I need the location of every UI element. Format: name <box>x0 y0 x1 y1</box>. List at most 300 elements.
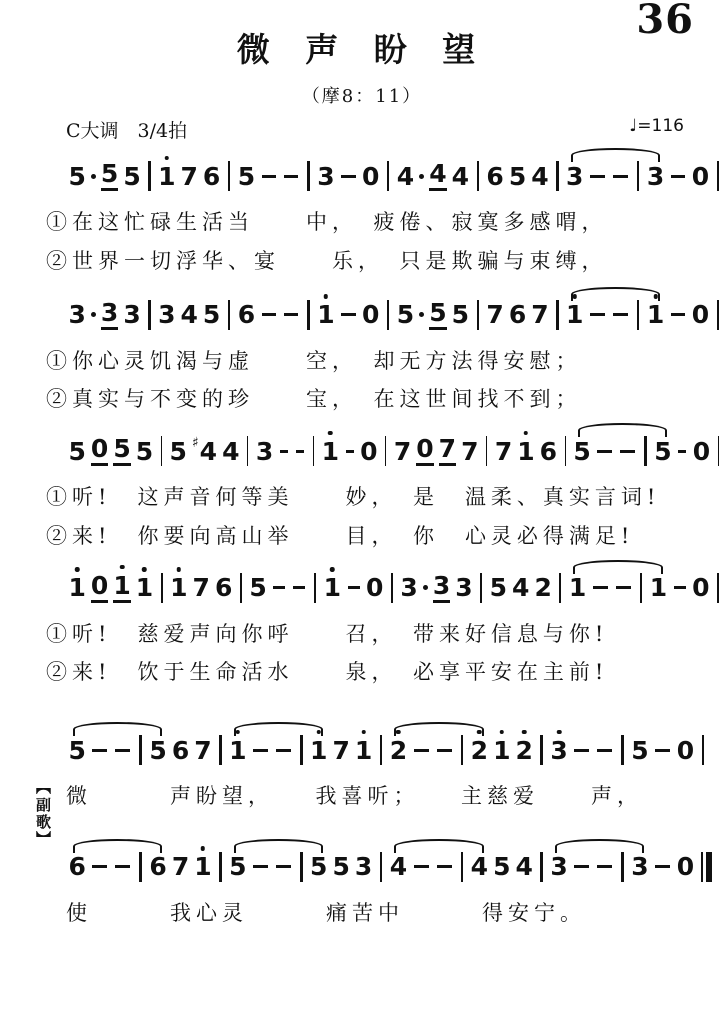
barline <box>219 735 222 765</box>
tie-arc <box>573 560 662 574</box>
rest-note <box>362 300 380 330</box>
note-digit: 3 <box>100 297 119 327</box>
tie-arc <box>394 839 483 853</box>
meta-row <box>0 116 724 143</box>
octave-dot <box>177 567 182 572</box>
system-6 <box>0 850 724 926</box>
rest-note <box>91 436 108 466</box>
lyric-line-4-2: ②来! 饮于生命活水 泉， 必享平安在主前! <box>46 660 609 685</box>
octave-dot <box>328 431 333 436</box>
note <box>68 573 86 603</box>
duration-dash <box>92 865 107 868</box>
note <box>354 735 373 765</box>
tie-arc <box>73 839 162 853</box>
note <box>68 436 86 466</box>
octave-dot <box>120 565 125 570</box>
note-digit: 4 <box>470 852 489 882</box>
rest-note <box>691 300 710 330</box>
note-digit: 6 <box>214 573 233 603</box>
duration-dash <box>276 865 291 868</box>
barline <box>387 161 389 191</box>
barline <box>621 735 624 765</box>
tied-group <box>564 161 667 191</box>
note-digit: 1 <box>68 573 86 603</box>
note-digit: 5 <box>332 852 350 882</box>
lyric-line-3-2: ②来! 你要向高山举 目， 你 心灵必得满足! <box>46 523 635 548</box>
note-digit: 7 <box>438 434 457 464</box>
barline <box>148 300 150 330</box>
tied-group <box>66 852 169 882</box>
note <box>113 570 131 603</box>
notation-line-4 <box>0 571 724 605</box>
note <box>508 300 527 330</box>
note-digit: 0 <box>416 434 434 464</box>
octave-dot <box>524 431 529 436</box>
barline <box>565 436 566 466</box>
note-digit: 5 <box>100 159 119 189</box>
rest-note <box>692 436 711 466</box>
note-digit: 6 <box>171 735 190 765</box>
final-barline <box>701 852 712 882</box>
tie-arc <box>73 722 162 736</box>
duration-dash <box>414 749 429 752</box>
note <box>135 436 154 466</box>
duration-dash <box>253 865 268 868</box>
tied-group <box>571 436 674 466</box>
chorus-marker-char: ︻ <box>36 778 52 797</box>
note-digit: 0 <box>90 570 109 600</box>
note <box>531 300 549 330</box>
barline <box>313 436 314 466</box>
octave-dot <box>316 730 321 735</box>
barline <box>640 573 643 603</box>
system-1 <box>0 159 724 274</box>
octave-dot <box>522 730 527 735</box>
note-digit: 1 <box>566 300 584 330</box>
augmentation-dot <box>91 312 96 317</box>
barline <box>461 852 464 882</box>
note-digit: 1 <box>323 573 342 603</box>
note-digit: 3 <box>354 852 373 882</box>
note <box>631 735 649 765</box>
final-barline-thin <box>701 852 704 882</box>
note <box>389 852 408 882</box>
lyric-line-2-2: ②真实与不变的珍 宝， 在这世间找不到； <box>46 387 582 412</box>
octave-dot <box>236 730 241 735</box>
note-digit: 5 <box>169 436 187 466</box>
note-digit: 7 <box>486 300 504 330</box>
note-digit: 5 <box>249 573 267 603</box>
barline <box>486 436 487 466</box>
duration-dash <box>276 749 291 752</box>
barline <box>644 436 647 466</box>
note-digit: 7 <box>180 161 198 191</box>
note-digit: 6 <box>508 300 527 330</box>
note-digit: 7 <box>393 436 412 466</box>
barline <box>637 300 640 330</box>
scripture-reference: （摩8：11） <box>301 86 423 108</box>
note <box>332 735 350 765</box>
duration-dash <box>284 313 298 316</box>
note <box>493 852 511 882</box>
note <box>192 573 210 603</box>
note-digit: 0 <box>676 735 695 765</box>
duration-dash <box>346 450 354 453</box>
chorus-marker <box>36 779 51 848</box>
note <box>396 300 424 330</box>
note-digit: 5 <box>135 436 154 466</box>
note <box>202 161 221 191</box>
duration-dash <box>597 450 612 453</box>
octave-dot <box>75 567 80 572</box>
note <box>646 161 665 191</box>
barline <box>240 573 242 603</box>
duration-dash <box>590 175 605 178</box>
tie-arc <box>394 722 483 736</box>
note-digit: 6 <box>149 852 167 882</box>
note <box>631 852 649 882</box>
duration-dash <box>341 313 355 316</box>
notation-line-2 <box>0 298 724 332</box>
system-4 <box>0 571 724 686</box>
note <box>389 735 408 765</box>
note-digit: 4 <box>389 852 408 882</box>
note <box>455 573 473 603</box>
barline <box>718 436 719 466</box>
note <box>101 161 118 191</box>
barline <box>559 573 561 603</box>
note-digit: 3 <box>646 161 665 191</box>
duration-dash <box>590 313 605 316</box>
note <box>439 436 456 466</box>
note-digit: 5 <box>237 161 256 191</box>
note-digit: 3 <box>550 735 568 765</box>
note <box>649 573 668 603</box>
lyric-line-2-1: ①你心灵饥渴与虚 空， 却无方法得安慰； <box>46 348 582 373</box>
note-digit: 5 <box>654 436 672 466</box>
duration-dash <box>414 865 429 868</box>
key-time-signature: C大调 3/4拍 <box>66 120 188 143</box>
note <box>249 573 267 603</box>
duration-dash <box>613 175 628 178</box>
barline <box>556 300 558 330</box>
note-digit: 1 <box>493 735 511 765</box>
note-digit: 4 <box>512 573 530 603</box>
tied-group <box>387 735 490 765</box>
note <box>654 436 672 466</box>
note-digit: 5 <box>68 161 86 191</box>
barline <box>139 735 142 765</box>
barline <box>314 573 316 603</box>
note <box>123 300 141 330</box>
barline <box>307 300 309 330</box>
tie-arc <box>555 839 644 853</box>
duration-dash <box>341 175 355 178</box>
note <box>149 852 167 882</box>
note <box>517 436 535 466</box>
duration-dash <box>262 175 276 178</box>
note-digit: 5 <box>631 735 649 765</box>
note <box>332 852 350 882</box>
note-digit: 4 <box>222 436 240 466</box>
note-digit: 1 <box>354 735 373 765</box>
note-digit: 0 <box>362 300 380 330</box>
note-digit: 2 <box>515 735 533 765</box>
augmentation-dot <box>419 174 424 179</box>
note-digit: 0 <box>360 436 378 466</box>
barline <box>477 300 479 330</box>
duration-dash <box>280 450 288 453</box>
duration-dash <box>678 450 686 453</box>
tied-group <box>566 573 669 603</box>
note <box>429 161 446 191</box>
tie-arc <box>571 287 660 301</box>
note-digit: 4 <box>429 159 447 189</box>
note-digit: 3 <box>68 300 86 330</box>
sharp-icon: ♯ <box>191 435 199 452</box>
barline <box>219 852 222 882</box>
note <box>194 735 212 765</box>
note-digit: 5 <box>429 297 447 327</box>
note-digit: 6 <box>68 852 86 882</box>
note-digit: 0 <box>676 852 695 882</box>
lyric-line-1-2: ②世界一切浮华、宴 乐， 只是欺骗与束缚， <box>46 248 608 273</box>
note-digit: 1 <box>170 573 188 603</box>
note-digit: 3 <box>255 436 274 466</box>
page-number: 36 <box>636 0 694 43</box>
octave-dot <box>477 730 482 735</box>
note <box>321 436 340 466</box>
octave-dot <box>572 294 577 299</box>
duration-dash <box>620 450 635 453</box>
note-digit: 3 <box>566 161 584 191</box>
note-digit: 7 <box>494 436 513 466</box>
note-digit: 1 <box>113 570 131 600</box>
note-digit: 4 <box>531 161 549 191</box>
barline <box>637 161 640 191</box>
note <box>451 161 470 191</box>
note-digit: 3 <box>158 300 176 330</box>
note-digit: 3 <box>631 852 649 882</box>
note-digit: 3 <box>432 570 451 600</box>
duration-dash <box>613 313 628 316</box>
note <box>68 735 86 765</box>
notation-line-5 <box>0 733 724 767</box>
note-digit: 6 <box>237 300 256 330</box>
barline <box>717 161 719 191</box>
octave-dot <box>361 730 366 735</box>
duration-dash <box>437 749 452 752</box>
note-digit: 6 <box>202 161 221 191</box>
note-digit: 5 <box>123 161 141 191</box>
note <box>171 852 190 882</box>
note-digit: 2 <box>470 735 489 765</box>
duration-dash <box>284 175 298 178</box>
duration-dash <box>437 865 452 868</box>
note <box>508 161 527 191</box>
score <box>0 159 724 926</box>
barline <box>556 161 558 191</box>
note <box>255 436 274 466</box>
barline <box>300 852 303 882</box>
rest-note <box>676 735 695 765</box>
barline <box>247 436 248 466</box>
note-digit: 4 <box>180 300 198 330</box>
octave-dot <box>324 294 329 299</box>
barline <box>307 161 309 191</box>
note-digit: 0 <box>692 573 710 603</box>
note <box>149 735 167 765</box>
tied-group <box>227 852 330 882</box>
lyric-line-3-1: ①听! 这声音何等美 妙， 是 温柔、真实言词! <box>46 485 661 510</box>
note-digit: 5 <box>489 573 508 603</box>
system-2 <box>0 298 724 413</box>
note-digit: 7 <box>171 852 190 882</box>
tied-group <box>564 300 667 330</box>
barline <box>161 436 162 466</box>
note <box>493 735 511 765</box>
rest-note <box>691 161 710 191</box>
note-digit: 3 <box>400 573 418 603</box>
note <box>512 573 530 603</box>
note <box>486 161 504 191</box>
note <box>158 300 176 330</box>
note <box>393 436 412 466</box>
duration-dash <box>262 313 276 316</box>
barline <box>621 852 624 882</box>
duration-dash <box>92 749 107 752</box>
note-digit: 0 <box>366 573 384 603</box>
note <box>470 852 489 882</box>
note <box>191 435 218 466</box>
note-digit: 4 <box>199 436 218 466</box>
note <box>566 161 584 191</box>
note <box>432 570 451 603</box>
barline <box>717 300 719 330</box>
augmentation-dot <box>419 312 424 317</box>
note <box>396 161 424 191</box>
duration-dash <box>296 450 304 453</box>
octave-dot <box>396 730 401 735</box>
octave-dot <box>653 294 658 299</box>
rest-note <box>90 570 109 603</box>
note <box>317 161 335 191</box>
note <box>100 297 119 330</box>
note <box>323 573 342 603</box>
duration-dash <box>655 749 670 752</box>
note-digit: 5 <box>508 161 527 191</box>
song-title: 微 声 盼 望 <box>236 30 488 69</box>
rest-note <box>416 436 433 466</box>
system-3 <box>0 434 724 549</box>
duration-dash <box>115 865 130 868</box>
duration-dash <box>671 175 685 178</box>
notation-line-3 <box>0 434 724 468</box>
octave-dot <box>165 156 170 161</box>
rest-note <box>362 161 380 191</box>
duration-dash <box>671 313 685 316</box>
note <box>202 300 221 330</box>
tied-group <box>227 735 330 765</box>
note <box>310 852 328 882</box>
note <box>470 735 489 765</box>
note <box>515 735 533 765</box>
note <box>539 436 558 466</box>
note <box>451 300 470 330</box>
note-digit: 5 <box>451 300 470 330</box>
note <box>180 300 198 330</box>
note-digit: 7 <box>461 436 479 466</box>
tie-arc <box>571 148 660 162</box>
note-digit: 5 <box>396 300 415 330</box>
tie-arc <box>234 839 323 853</box>
note <box>68 161 96 191</box>
barline <box>228 161 230 191</box>
note-digit: 6 <box>486 161 504 191</box>
note-digit: 5 <box>68 436 86 466</box>
note-digit: 6 <box>539 436 558 466</box>
augmentation-dot <box>423 585 428 590</box>
note-digit: 7 <box>194 735 212 765</box>
final-barline-thick <box>706 852 712 882</box>
barline <box>717 573 719 603</box>
augmentation-dot <box>91 174 96 179</box>
note <box>171 735 190 765</box>
barline <box>480 573 482 603</box>
barline <box>702 735 705 765</box>
note-digit: 1 <box>646 300 665 330</box>
barline <box>385 436 386 466</box>
octave-dot <box>557 730 562 735</box>
note <box>222 436 240 466</box>
duration-dash <box>616 586 631 589</box>
barline <box>161 573 163 603</box>
note-digit: 5 <box>493 852 511 882</box>
note-digit: 7 <box>192 573 210 603</box>
tempo-marking: ♩=116 <box>629 116 684 137</box>
rest-note <box>360 436 378 466</box>
note-digit: 1 <box>194 852 212 882</box>
barline <box>148 161 150 191</box>
octave-dot <box>142 567 147 572</box>
note-digit: 7 <box>531 300 549 330</box>
duration-dash <box>293 586 305 589</box>
note-digit: 5 <box>202 300 221 330</box>
note-digit: 0 <box>692 436 711 466</box>
barline <box>477 161 479 191</box>
duration-dash <box>655 865 670 868</box>
chorus-marker-char: ︼ <box>36 830 52 849</box>
tie-arc <box>234 722 323 736</box>
barline <box>387 300 389 330</box>
note-digit: 5 <box>229 852 247 882</box>
notation-line-6 <box>0 850 724 884</box>
note <box>169 436 187 466</box>
lyric-line-5-1: 微 声盼望， 我喜听； 主慈爱 声， <box>66 784 643 809</box>
note <box>229 852 247 882</box>
barline <box>540 735 543 765</box>
note <box>237 300 256 330</box>
note-digit: 4 <box>396 161 415 191</box>
note <box>317 300 335 330</box>
duration-dash <box>597 865 612 868</box>
note-digit: 4 <box>451 161 470 191</box>
note <box>646 300 665 330</box>
note-digit: 3 <box>455 573 473 603</box>
chorus-marker-char: 副 <box>36 795 52 814</box>
note-digit: 1 <box>135 573 154 603</box>
note-digit: 5 <box>149 735 167 765</box>
